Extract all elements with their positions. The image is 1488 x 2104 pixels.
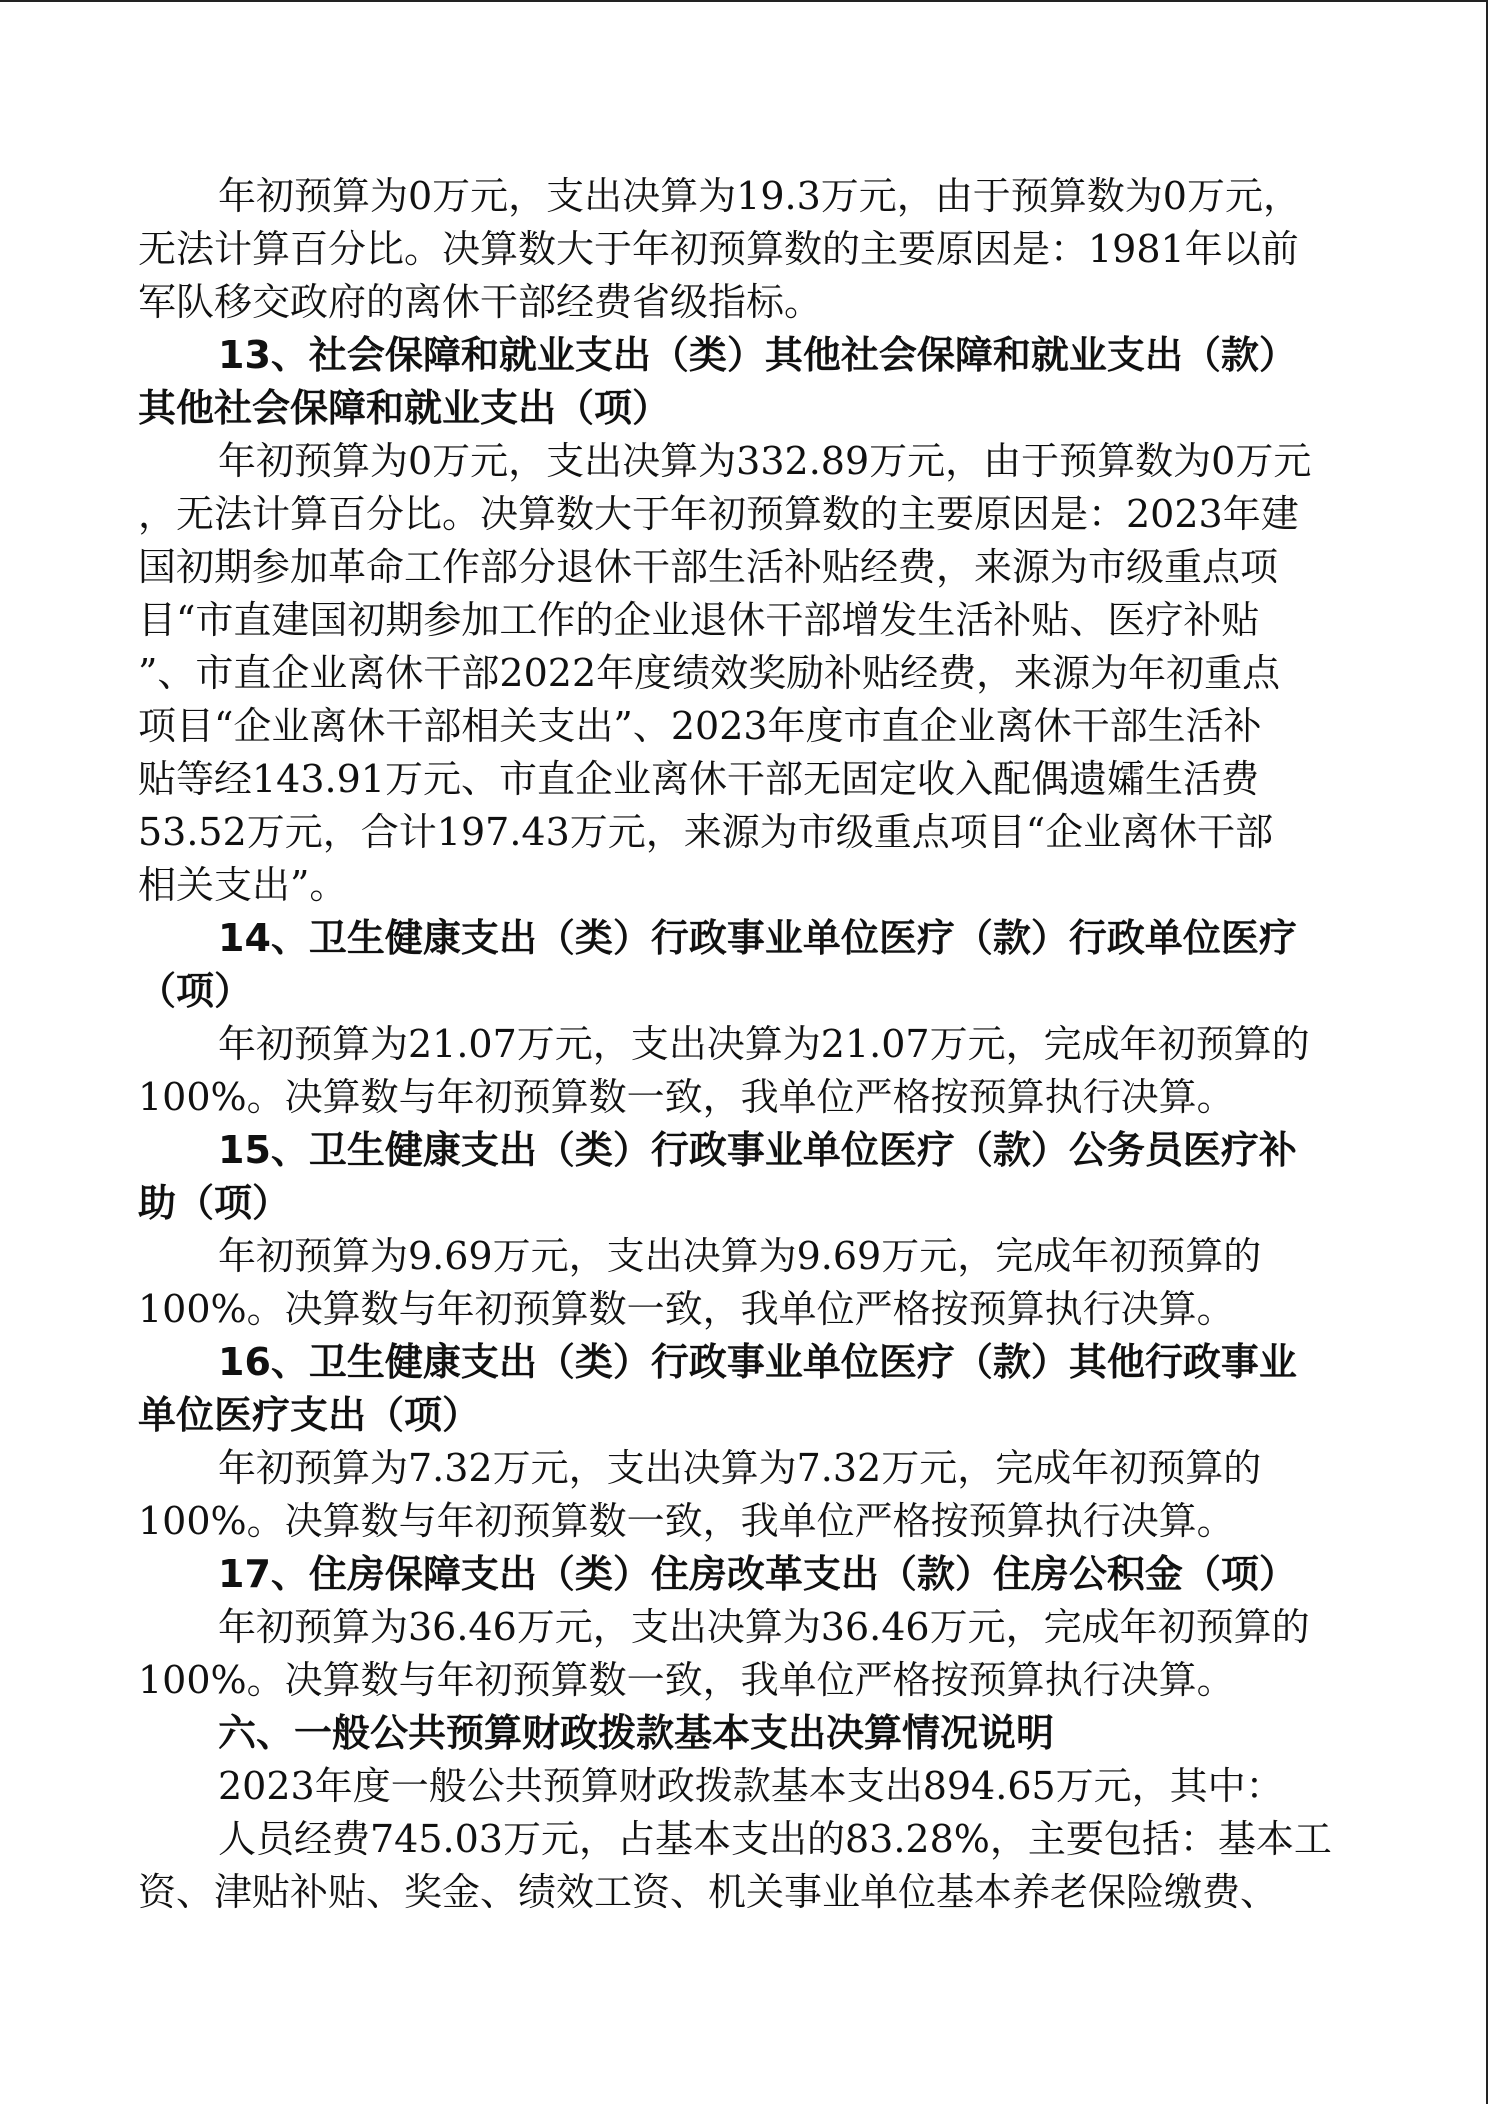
paragraph-line: 年初预算为36.46万元，支出决算为36.46万元，完成年初预算的 [218, 1605, 1310, 1649]
paragraph-line: 项目“企业离休干部相关支出”、2023年度市直企业离休干部生活补 [138, 704, 1262, 748]
section-heading-line: 其他社会保障和就业支出（项） [138, 386, 671, 430]
paragraph-line: 2023年度一般公共预算财政拨款基本支出894.65万元，其中： [218, 1764, 1284, 1808]
paragraph-line: 年初预算为0万元，支出决算为332.89万元，由于预算数为0万元 [218, 439, 1312, 483]
document-body [138, 170, 1348, 1919]
paragraph-line: 人员经费745.03万元，占基本支出的83.28%，主要包括：基本工 [218, 1817, 1332, 1861]
section-heading-line: 13、社会保障和就业支出（类）其他社会保障和就业支出（款） [218, 333, 1297, 377]
paragraph-line: 贴等经143.91万元、市直企业离休干部无固定收入配偶遗孀生活费 [138, 757, 1259, 801]
section-heading-line: 助（项） [138, 1181, 291, 1225]
section-heading-line: （项） [138, 969, 253, 1013]
paragraph-line: 年初预算为7.32万元，支出决算为7.32万元，完成年初预算的 [218, 1446, 1262, 1490]
paragraph-line: ，无法计算百分比。决算数大于年初预算数的主要原因是：2023年建 [138, 492, 1299, 536]
paragraph-line: 100%。决算数与年初预算数一致，我单位严格按预算执行决算。 [138, 1658, 1235, 1702]
paragraph-line: 100%。决算数与年初预算数一致，我单位严格按预算执行决算。 [138, 1499, 1235, 1543]
section-heading-line: 六、一般公共预算财政拨款基本支出决算情况说明 [218, 1711, 1055, 1755]
paragraph-line: ”、市直企业离休干部2022年度绩效奖励补贴经费，来源为年初重点 [138, 651, 1281, 695]
paragraph-line: 国初期参加革命工作部分退休干部生活补贴经费，来源为市级重点项 [138, 545, 1279, 589]
paragraph-line: 年初预算为0万元，支出决算为19.3万元，由于预算数为0万元， [218, 174, 1301, 218]
paragraph-line: 年初预算为9.69万元，支出决算为9.69万元，完成年初预算的 [218, 1234, 1262, 1278]
section-heading-line: 14、卫生健康支出（类）行政事业单位医疗（款）行政单位医疗 [218, 916, 1297, 960]
paragraph-line: 年初预算为21.07万元，支出决算为21.07万元，完成年初预算的 [218, 1022, 1310, 1066]
section-heading-line: 单位医疗支出（项） [138, 1393, 481, 1437]
section-heading-line: 17、住房保障支出（类）住房改革支出（款）住房公积金（项） [218, 1552, 1297, 1596]
paragraph-line: 100%。决算数与年初预算数一致，我单位严格按预算执行决算。 [138, 1075, 1235, 1119]
section-heading-line: 15、卫生健康支出（类）行政事业单位医疗（款）公务员医疗补 [218, 1128, 1297, 1172]
paragraph-line: 100%。决算数与年初预算数一致，我单位严格按预算执行决算。 [138, 1287, 1235, 1331]
paragraph-line: 无法计算百分比。决算数大于年初预算数的主要原因是：1981年以前 [138, 227, 1299, 271]
paragraph-line: 军队移交政府的离休干部经费省级指标。 [138, 280, 823, 324]
paragraph-line: 资、津贴补贴、奖金、绩效工资、机关事业单位基本养老保险缴费、 [138, 1870, 1279, 1914]
paragraph-line: 53.52万元，合计197.43万元，来源为市级重点项目“企业离休干部 [138, 810, 1274, 854]
paragraph-line: 目“市直建国初期参加工作的企业退休干部增发生活补贴、医疗补贴 [138, 598, 1260, 642]
paragraph-line: 相关支出”。 [138, 863, 348, 907]
section-heading-line: 16、卫生健康支出（类）行政事业单位医疗（款）其他行政事业 [218, 1340, 1297, 1384]
